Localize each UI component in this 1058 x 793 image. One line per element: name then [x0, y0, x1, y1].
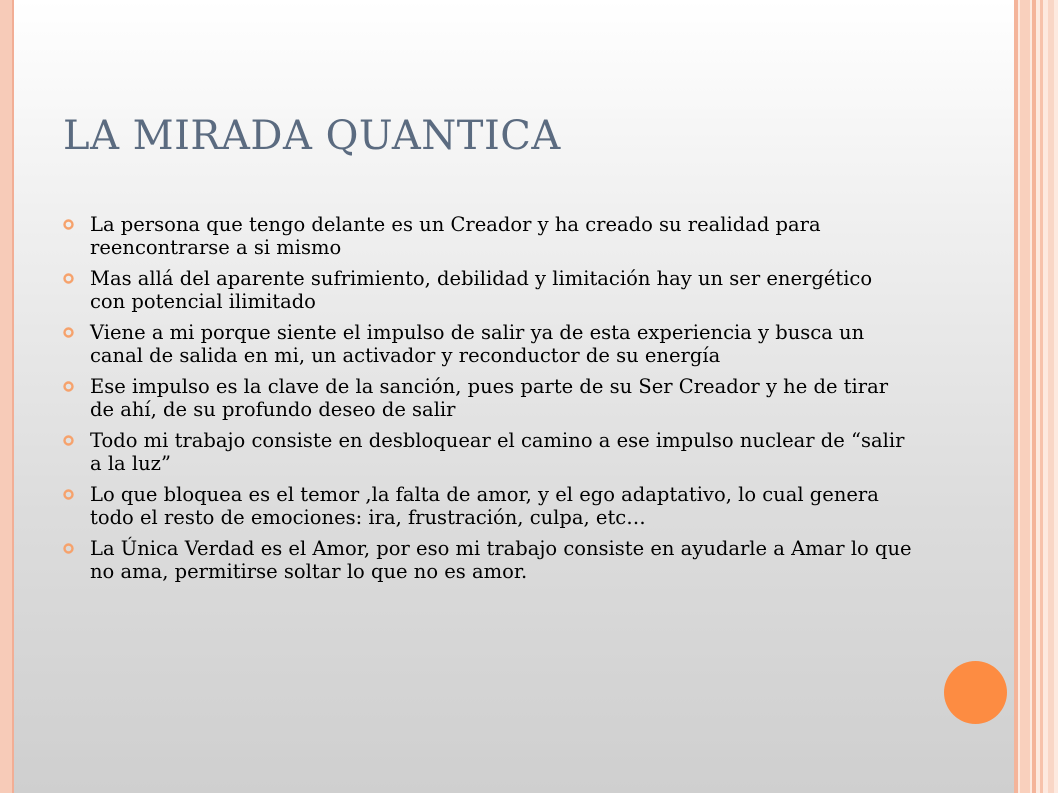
ring-bullet-icon	[63, 219, 74, 230]
right-stripe	[1032, 0, 1036, 793]
bullet-item	[63, 429, 913, 475]
bullet-text: Todo mi trabajo consiste en desbloquear el camino a ese impulso nuclear de “salir a la luz”	[90, 429, 905, 475]
slide-title: LA MIRADA QUANTICA	[63, 113, 561, 159]
orange-circle-decoration	[944, 661, 1007, 724]
bullet-item	[63, 267, 913, 313]
right-stripe	[1014, 0, 1018, 793]
bullet-item	[63, 213, 913, 259]
ring-bullet-icon	[63, 381, 74, 392]
right-stripe	[1040, 0, 1043, 793]
right-stripe	[1048, 0, 1054, 793]
ring-bullet-icon	[63, 273, 74, 284]
bullet-item	[63, 321, 913, 367]
ring-bullet-icon	[63, 327, 74, 338]
bullet-item	[63, 483, 913, 529]
ring-bullet-icon	[63, 435, 74, 446]
right-border-decoration	[1014, 0, 1058, 793]
bullet-item	[63, 375, 913, 421]
bullet-text: Lo que bloquea es el temor ,la falta de amor, y el ego adaptativo, lo cual genera todo el resto de emociones: ira, frustración, culpa, etc…	[90, 483, 879, 529]
bullet-text: La Única Verdad es el Amor, por eso mi trabajo consiste en ayudarle a Amar lo que no ama, permitirse soltar lo que no es amor.	[90, 537, 912, 583]
ring-bullet-icon	[63, 543, 74, 554]
bullet-list	[63, 213, 913, 591]
bullet-text: Ese impulso es la clave de la sanción, pues parte de su Ser Creador y he de tirar de ahí, de su profundo deseo de salir	[90, 375, 889, 421]
bullet-text: Viene a mi porque siente el impulso de salir ya de esta experiencia y busca un canal de salida en mi, un activador y reconductor de su energía	[90, 321, 865, 367]
left-border-decoration	[0, 0, 14, 793]
bullet-text: Mas allá del aparente sufrimiento, debilidad y limitación hay un ser energético con potencial ilimitado	[90, 267, 873, 313]
right-stripe	[1020, 0, 1030, 793]
bullet-item	[63, 537, 913, 583]
bullet-text: La persona que tengo delante es un Creador y ha creado su realidad para reencontrarse a si mismo	[90, 213, 821, 259]
ring-bullet-icon	[63, 489, 74, 500]
